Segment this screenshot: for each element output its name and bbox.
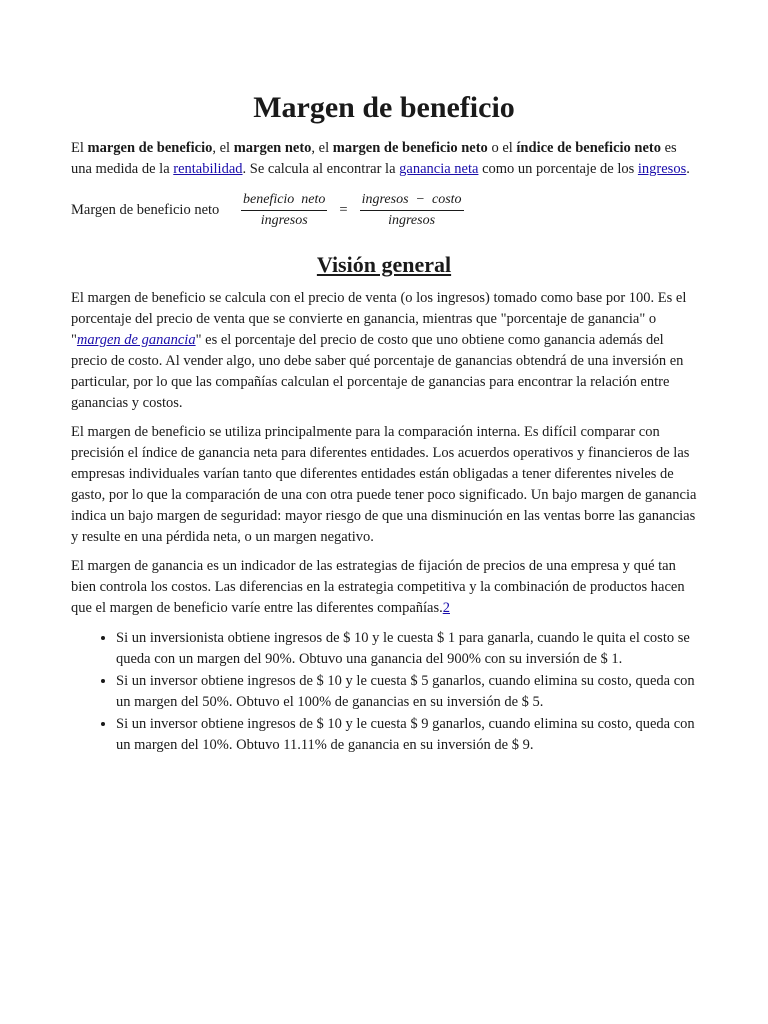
intro-text: , el (212, 140, 234, 156)
list-item: • Si un inversor obtiene ingresos de $ 10 y le cuesta $ 5 ganarlos, cuando elimina su costo, queda con un margen del 50%. Obtuvo el 100% de ganancias en su inversión de $ 5. (116, 671, 697, 713)
intro-text: o el (487, 140, 517, 156)
fraction-numerator: beneficio neto (241, 192, 327, 211)
term-margen-neto: margen neto (233, 140, 312, 156)
intro-text: . (686, 161, 690, 177)
fraction-denominator: ingresos (260, 212, 308, 228)
paragraph-text: " es el porcentaje del precio de costo que uno obtiene como ganancia además del precio de costo. Al vender algo, uno debe saber qué porcentaje de ganancias obtendrá de una inversión en particular, por lo que las compañías calculan el porcentaje de ganancias para encontrar la relación entre ganancias y costos. (71, 332, 684, 411)
fraction-net-profit-over-revenue (241, 192, 327, 229)
intro-text: es una medida de la (71, 140, 677, 177)
term-margen-de-beneficio: margen de beneficio (87, 140, 213, 156)
fraction-revenue-minus-cost-over-revenue (360, 192, 464, 229)
link-margen-de-ganancia[interactable]: margen de ganancia (76, 332, 196, 348)
intro-text: , el (311, 140, 333, 156)
link-ingresos[interactable]: ingresos (637, 161, 687, 177)
footnote-link[interactable]: 2 (442, 600, 450, 616)
paragraph-overview-3 (71, 556, 697, 619)
term-margen-de-beneficio-neto: margen de beneficio neto (332, 140, 488, 156)
fraction-denominator: ingresos (388, 212, 436, 228)
intro-text: . Se calcula al encontrar la (242, 161, 400, 177)
link-ganancia-neta[interactable]: ganancia neta (399, 161, 479, 177)
section-heading: Visión general (316, 252, 452, 277)
formula-label: Margen de beneficio neto (71, 201, 220, 218)
fraction-numerator: ingresos − costo (360, 192, 464, 211)
intro-text: El (71, 140, 88, 156)
examples-list (71, 628, 697, 756)
paragraph-text: El margen de beneficio se calcula con el precio de venta (o los ingresos) tomado como base por 100. Es el porcentaje del precio de venta que se convierte en ganancia, mientras que "porcentaje de ganancia" o " (71, 290, 687, 348)
equals-sign: = (339, 201, 348, 218)
intro-paragraph (71, 138, 697, 180)
page-title: Margen de beneficio (253, 91, 515, 124)
term-indice-de-beneficio-neto: índice de beneficio neto (516, 140, 661, 156)
paragraph-overview-2: El margen de beneficio se utiliza principalmente para la comparación interna. Es difícil comparar con precisión el índice de ganancia neta para diferentes entidades. Los acuerdos operativos y financieros de las empresas individuales varían tanto que diferentes entidades están obligadas a tener diferentes niveles de gasto, por lo que la comparación de una con otra puede tener poco significado. Un bajo margen de ganancia indica un bajo margen de seguridad: mayor riesgo de que una disminución en las ventas borre las ganancias y resulte en una pérdida neta, o un margen negativo. (71, 424, 697, 545)
paragraph-overview-1 (71, 288, 697, 414)
net-margin-formula (71, 190, 697, 230)
intro-text: como un porcentaje de los (478, 161, 638, 177)
paragraph-text: El margen de ganancia es un indicador de las estrategias de fijación de precios de una empresa y qué tan bien controla los costos. Las diferencias en la estrategia competitiva y la combinación de productos hacen que el margen de beneficio varíe entre las diferentes compañías. (71, 558, 685, 616)
list-item: • Si un inversor obtiene ingresos de $ 10 y le cuesta $ 9 ganarlos, cuando elimina su costo, queda con un margen del 10%. Obtuvo 11.11% de ganancia en su inversión de $ 9. (116, 714, 697, 756)
list-item: • Si un inversionista obtiene ingresos de $ 10 y le cuesta $ 1 para ganarla, cuando le quita el costo se queda con un margen del 90%. Obtuvo una ganancia del 900% con su inversión de $ 1. (116, 628, 697, 670)
link-rentabilidad[interactable]: rentabilidad (173, 161, 243, 177)
